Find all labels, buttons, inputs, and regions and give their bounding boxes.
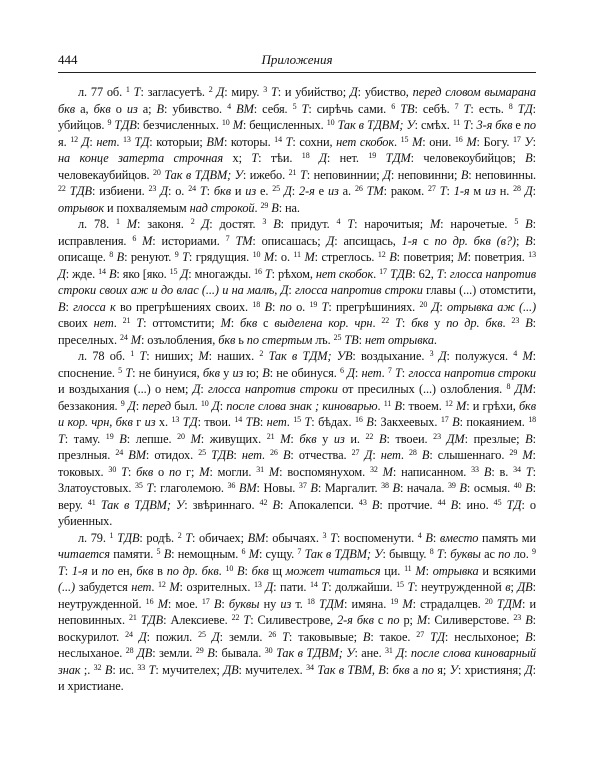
apparatus-paragraph-l78ob: л. 78 об. $^1$ Т: ниших; М: наших. $^2$ Так в ТДМ; УВ: воздыхание. $^3$ Д: полужуся. $^4$ М: споснение. $^5$ Т: не бинуися, бкв у из ю; В: не обинуся. $^6$ Д: нет. $^7$ Т: глосса напротив строки и воздыхания (...) о нем; Д: глосса напротив строки от пресилных (...) озлобления. $^8$ ДМ: беззакония. $^9$ Д: перед был. $^{10}$ Д: после слова знак ; киноварью. $^{11}$ В: твоем. $^{12}$ М: и грѣхи, бкв и кор. чрн, бкв г из х. $^{13}$ ТД: твои. $^{14}$ ТВ: нет. $^{15}$ Т: бѣдах. $^{16}$ В: Закхеевых. $^{17}$ В: покаянием. $^{18}$ Т: таму. $^{19}$ В: лепше. $^{20}$ М: живущих. $^{21}$ М: бкв у из и. $^{22}$ В: твоеи. $^{23}$ ДМ: презлые; В: презлныя. $^{24}$ ВМ: отидох. $^{25}$ ТДВ: нет. $^{26}$ В: отчества. $^{27}$ Д: нет. $^{28}$ В: слышеннаго. $^{29}$ М: токовых. $^{30}$ Т: бкв о по г; М: могли. $^{31}$ М: воспомянухом. $^{32}$ М: написанном. $^{33}$ В: в. $^{34}$ Т: Златоустовых. $^{35}$ Т: глаголемою. $^{36}$ ВМ: Новы. $^{37}$ В: Маргалит. $^{38}$ В: начала. $^{39}$ В: осмыя. $^{40}$ В: веру. $^{41}$ Так в ТДВМ; У: звѣриннаго. $^{42}$ В: Апокалепси. $^{43}$ В: протчие. $^{44}$ В: ино. $^{45}$ ТД: о убиенных. — [58, 349, 536, 528]
page-header — [58, 50, 536, 73]
apparatus-paragraph-l78: л. 78. $^1$ М: законя. $^2$ Д: достят. $^3$ В: придут. $^4$ Т: нарочитыя; М: нарочетые. $^5$ В: исправления. $^6$ М: историами. $^7$ ТМ: описашась; Д: апсищась, 1-я с по др. бкв (в?); В: описаще. $^8$ В: ренуют. $^9$ Т: грядущия. $^{10}$ М: о. $^{11}$ М: стреглось. $^{12}$ В: поветрия; М: поветрия. $^{13}$ Д: жде. $^{14}$ В: яко [яко. $^{15}$ Д: многажды. $^{16}$ Т: рѣхом, нет скобок. $^{17}$ ТДВ: 62, Т: глосса напротив строки своих аж и до влас (...) и на малѣ, Д: глосса напротив строки главы (...) отомстити, В: глосса к во прегрѣшениях своих. $^{18}$ В: по о. $^{19}$ Т: прегрѣшиниях. $^{20}$ Д: отрывка аж (...) своих нет. $^{21}$ Т: оттомстити; М: бкв с выделена кор. чрн. $^{22}$ Т: бкв у по др. бкв. $^{23}$ В: преселных. $^{24}$ М: озълобления, бкв ь по стертым лъ. $^{25}$ ТВ: нет отрывка. — [58, 217, 536, 347]
apparatus-paragraph-l79: л. 79. $^1$ ТДВ: родѣ. $^2$ Т: обичаех; ВМ: обычаях. $^3$ Т: воспоменути. $^4$ В: вместо память ми читается памяти. $^5$ В: немощным. $^6$ М: сущу. $^7$ Так в ТДВМ; У: бывщу. $^8$ Т: буквы ас по ло. $^9$ Т: 1-я и по ен, бкв в по др. бкв. $^{10}$ В: бкв щ может читаться ци. $^{11}$ М: отрывка и всякими (...) забудется нет. $^{12}$ М: озрителных. $^{13}$ Д: пати. $^{14}$ Т: должайши. $^{15}$ Т: неутружденной в; ДВ: неутружденной. $^{16}$ М: мое. $^{17}$ В: буквы ну из т. $^{18}$ ТДМ: имяна. $^{19}$ М: страдалцев. $^{20}$ ТДМ: и неповинных. $^{21}$ ТДВ: Алексиеве. $^{22}$ Т: Силивестрове, 2-я бкв с по р; М: Силиверстове. $^{23}$ В: воскурилот. $^{24}$ Д: пожил. $^{25}$ Д: земли. $^{26}$ Т: таковывые; В: такое. $^{27}$ ТД: неслыхоное; В: неслыханое. $^{28}$ ДВ: земли. $^{29}$ В: бывала. $^{30}$ Так в ТДВМ; У: ане. $^{31}$ Д: после слова киноварный знак ;. $^{32}$ В: ис. $^{33}$ Т: мучителех; ДВ: мучителех. $^{34}$ Так в ТВМ, В: бкв а по я; У: християня; Д: и христиане. — [58, 530, 536, 693]
apparatus-paragraph-l77ob: л. 77 об. $^1$ Т: загласуетѣ. $^2$ Д: миру. $^3$ Т: и убийство; Д: убиство, перед словом вымарана бкв а, бкв о из а; В: убивство. $^4$ ВМ: себя. $^5$ Т: сирѣчь сами. $^6$ ТВ: себѣ. $^7$ Т: есть. $^8$ ТД: убийцов. $^9$ ТДВ: безчисленных. $^{10}$ М: бещисленных. $^{10}$ Так в ТДВМ; У: смѣх. $^{11}$ Т: 3-я бкв е по я. $^{12}$ Д: нет. $^{13}$ ТД: которыи; ВМ: которы. $^{14}$ Т: сохни, нет скобок. $^{15}$ М: они. $^{16}$ М: Богу. $^{17}$ У: на конце затерта строчная х; Т: тѣи. $^{18}$ Д: нет. $^{19}$ ТДМ: человекоубийцов; В: человекаубийцов. $^{20}$ Так в ТДВМ; У: ижебо. $^{21}$ Т: неповиннии; Д: неповинни; В: неповинны. $^{22}$ ТДВ: избиени. $^{23}$ Д: о. $^{24}$ Т: бкв и из е. $^{25}$ Д: 2-я е из а. $^{26}$ ТМ: раком. $^{27}$ Т: 1-я м из н. $^{28}$ Д: отрывок и похваляемым над строкой. $^{29}$ В: на. — [58, 85, 536, 215]
apparatus-text — [58, 84, 536, 695]
page-number: 444 — [58, 52, 78, 67]
running-title: Приложения — [261, 52, 333, 67]
